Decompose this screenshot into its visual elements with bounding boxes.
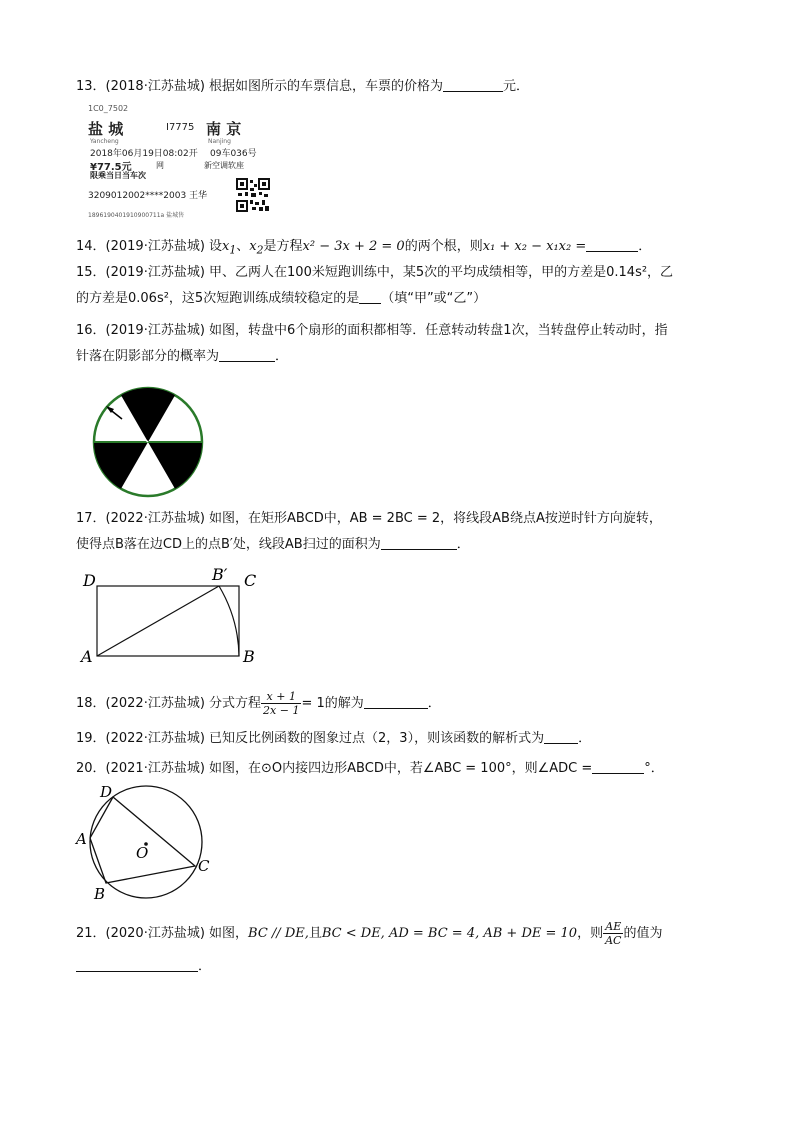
question-20: [76, 758, 664, 780]
question-14: [76, 236, 651, 262]
question-15-line1: 15．(2019·江苏盐城) 甲、乙两人在100米短跑训练中，某5次的平均成绩相等，甲的方差是0.14s²，乙: [76, 265, 674, 280]
question-21-suffix: 的值为: [623, 926, 663, 941]
train-ticket-image: [86, 104, 276, 224]
expression: x₁ + x₂ − x₁x₂ =: [482, 239, 587, 254]
ticket-note: 限乘当日当车次: [90, 171, 146, 180]
fraction-denominator: AC: [605, 934, 622, 947]
answer-blank[interactable]: [586, 237, 638, 252]
answer-blank[interactable]: [219, 347, 275, 362]
ticket-datetime: 2018年06月19日08:02开: [90, 149, 198, 159]
ticket-from: 盐 城: [88, 120, 124, 138]
ticket-id: 3209012002****2003 王华: [88, 191, 208, 201]
answer-blank[interactable]: [544, 729, 578, 744]
question-21-line2: [76, 956, 211, 978]
question-20-text: 20．(2021·江苏盐城) 如图，在⊙O内接四边形ABCD中，若∠ABC = 100°，则∠ADC =: [76, 761, 593, 776]
label-a: A: [81, 647, 93, 666]
question-14-mid3: 的两个根，则: [404, 239, 483, 254]
circle-o: [90, 786, 202, 898]
x2-symbol: $x_2$: [249, 239, 264, 257]
ticket-train: I7775: [166, 122, 195, 133]
question-21-mid: 且: [308, 926, 322, 941]
label-a: A: [76, 830, 87, 848]
rectangle-abcd: [97, 586, 239, 656]
question-21-text: 21．(2020·江苏盐城) 如图，: [76, 926, 249, 941]
label-d: D: [100, 783, 113, 801]
condition-parallel: BC // DE,: [248, 926, 309, 941]
fraction: [261, 690, 301, 717]
question-15-line2: [76, 288, 486, 310]
spinner-diagram: [92, 386, 204, 498]
label-b-prime: B′: [212, 566, 228, 584]
segment-ab-prime: [97, 586, 219, 656]
question-18-suffix: ．: [427, 696, 441, 711]
rectangle-diagram: [76, 566, 276, 670]
question-14-text: 14．(2019·江苏盐城) 设: [76, 239, 223, 254]
question-21: [76, 920, 662, 947]
question-17-text: 使得点B落在边CD上的点B′处，线段AB扫过的面积为: [76, 537, 381, 552]
answer-blank[interactable]: [381, 535, 457, 550]
question-19: [76, 728, 591, 750]
ticket-serial: 1896190401910900711a 盐城售: [88, 212, 185, 219]
question-16-line1: 16．(2019·江苏盐城) 如图，转盘中6个扇形的面积都相等．任意转动转盘1次，当转盘停止转动时，指: [76, 323, 668, 338]
label-b: B: [243, 647, 255, 666]
question-14-sep: 、: [236, 239, 250, 254]
equation: x² − 3x + 2 = 0: [302, 239, 405, 254]
answer-blank[interactable]: [592, 759, 644, 774]
question-17-line1: 17．(2022·江苏盐城) 如图，在矩形ABCD中，AB = 2BC = 2，将线段AB绕点A按逆时针方向旋转，: [76, 511, 662, 526]
question-13: [76, 76, 529, 98]
ticket-class: 网: [156, 161, 164, 170]
label-o: O: [136, 844, 149, 862]
ticket-service: 新空调软座: [204, 161, 244, 170]
fraction: [603, 920, 623, 947]
question-15-suffix: （填“甲”或“乙”）: [381, 291, 487, 306]
ticket-price: ¥77.5元: [90, 162, 132, 173]
answer-blank[interactable]: [359, 289, 381, 304]
question-16-text: 针落在阴影部分的概率为: [76, 349, 220, 364]
question-16-line2: [76, 346, 288, 368]
answer-blank[interactable]: [443, 77, 503, 92]
question-21-mid2: ，则: [577, 926, 604, 941]
question-19-suffix: ．: [578, 731, 592, 746]
rotation-arc: [219, 586, 239, 656]
ticket-to: 南 京: [206, 120, 242, 138]
condition-values: BC < DE, AD = BC = 4, AB + DE = 10: [321, 926, 578, 941]
question-13-text: 13．(2018·江苏盐城) 根据如图所示的车票信息，车票的价格为: [76, 79, 444, 94]
question-20-suffix: °．: [644, 761, 664, 776]
question-14-mid: 是方程: [263, 239, 303, 254]
question-18-text: 18．(2022·江苏盐城) 分式方程: [76, 696, 262, 711]
fraction-numerator: AE: [603, 920, 623, 934]
ticket-seat: 09车036号: [210, 149, 257, 159]
ticket-to-pinyin: Nanjing: [208, 138, 231, 145]
label-c: C: [198, 857, 210, 875]
answer-blank[interactable]: [76, 957, 198, 972]
x1-symbol: $x_1$: [222, 239, 237, 257]
question-19-text: 19．(2022·江苏盐城) 已知反比例函数的图象过点（2，3），则该函数的解析式为: [76, 731, 545, 746]
question-16-suffix: ．: [275, 349, 289, 364]
label-b: B: [94, 885, 106, 903]
question-17-line2: [76, 534, 470, 556]
label-c: C: [244, 571, 257, 590]
question-18: [76, 690, 441, 717]
question-13-suffix: 元．: [503, 79, 530, 94]
question-17-suffix: ．: [456, 537, 470, 552]
answer-blank[interactable]: [364, 694, 428, 709]
quadrilateral-abcd: [90, 797, 195, 883]
ticket-from-pinyin: Yancheng: [90, 138, 119, 145]
question-15-text: 的方差是0.06s²，这5次短跑训练成绩较稳定的是: [76, 291, 360, 306]
ticket-code: 1C0_7502: [88, 104, 129, 113]
fraction-denominator: 2x − 1: [263, 704, 300, 717]
question-18-eq: = 1的解为: [301, 696, 364, 711]
qr-code-icon: [236, 178, 270, 212]
question-21-line2-suffix: ．: [198, 959, 212, 974]
inscribed-quadrilateral-diagram: [72, 778, 222, 910]
fraction-numerator: x + 1: [261, 690, 301, 704]
question-14-suffix: ．: [638, 239, 652, 254]
label-d: D: [83, 571, 96, 590]
